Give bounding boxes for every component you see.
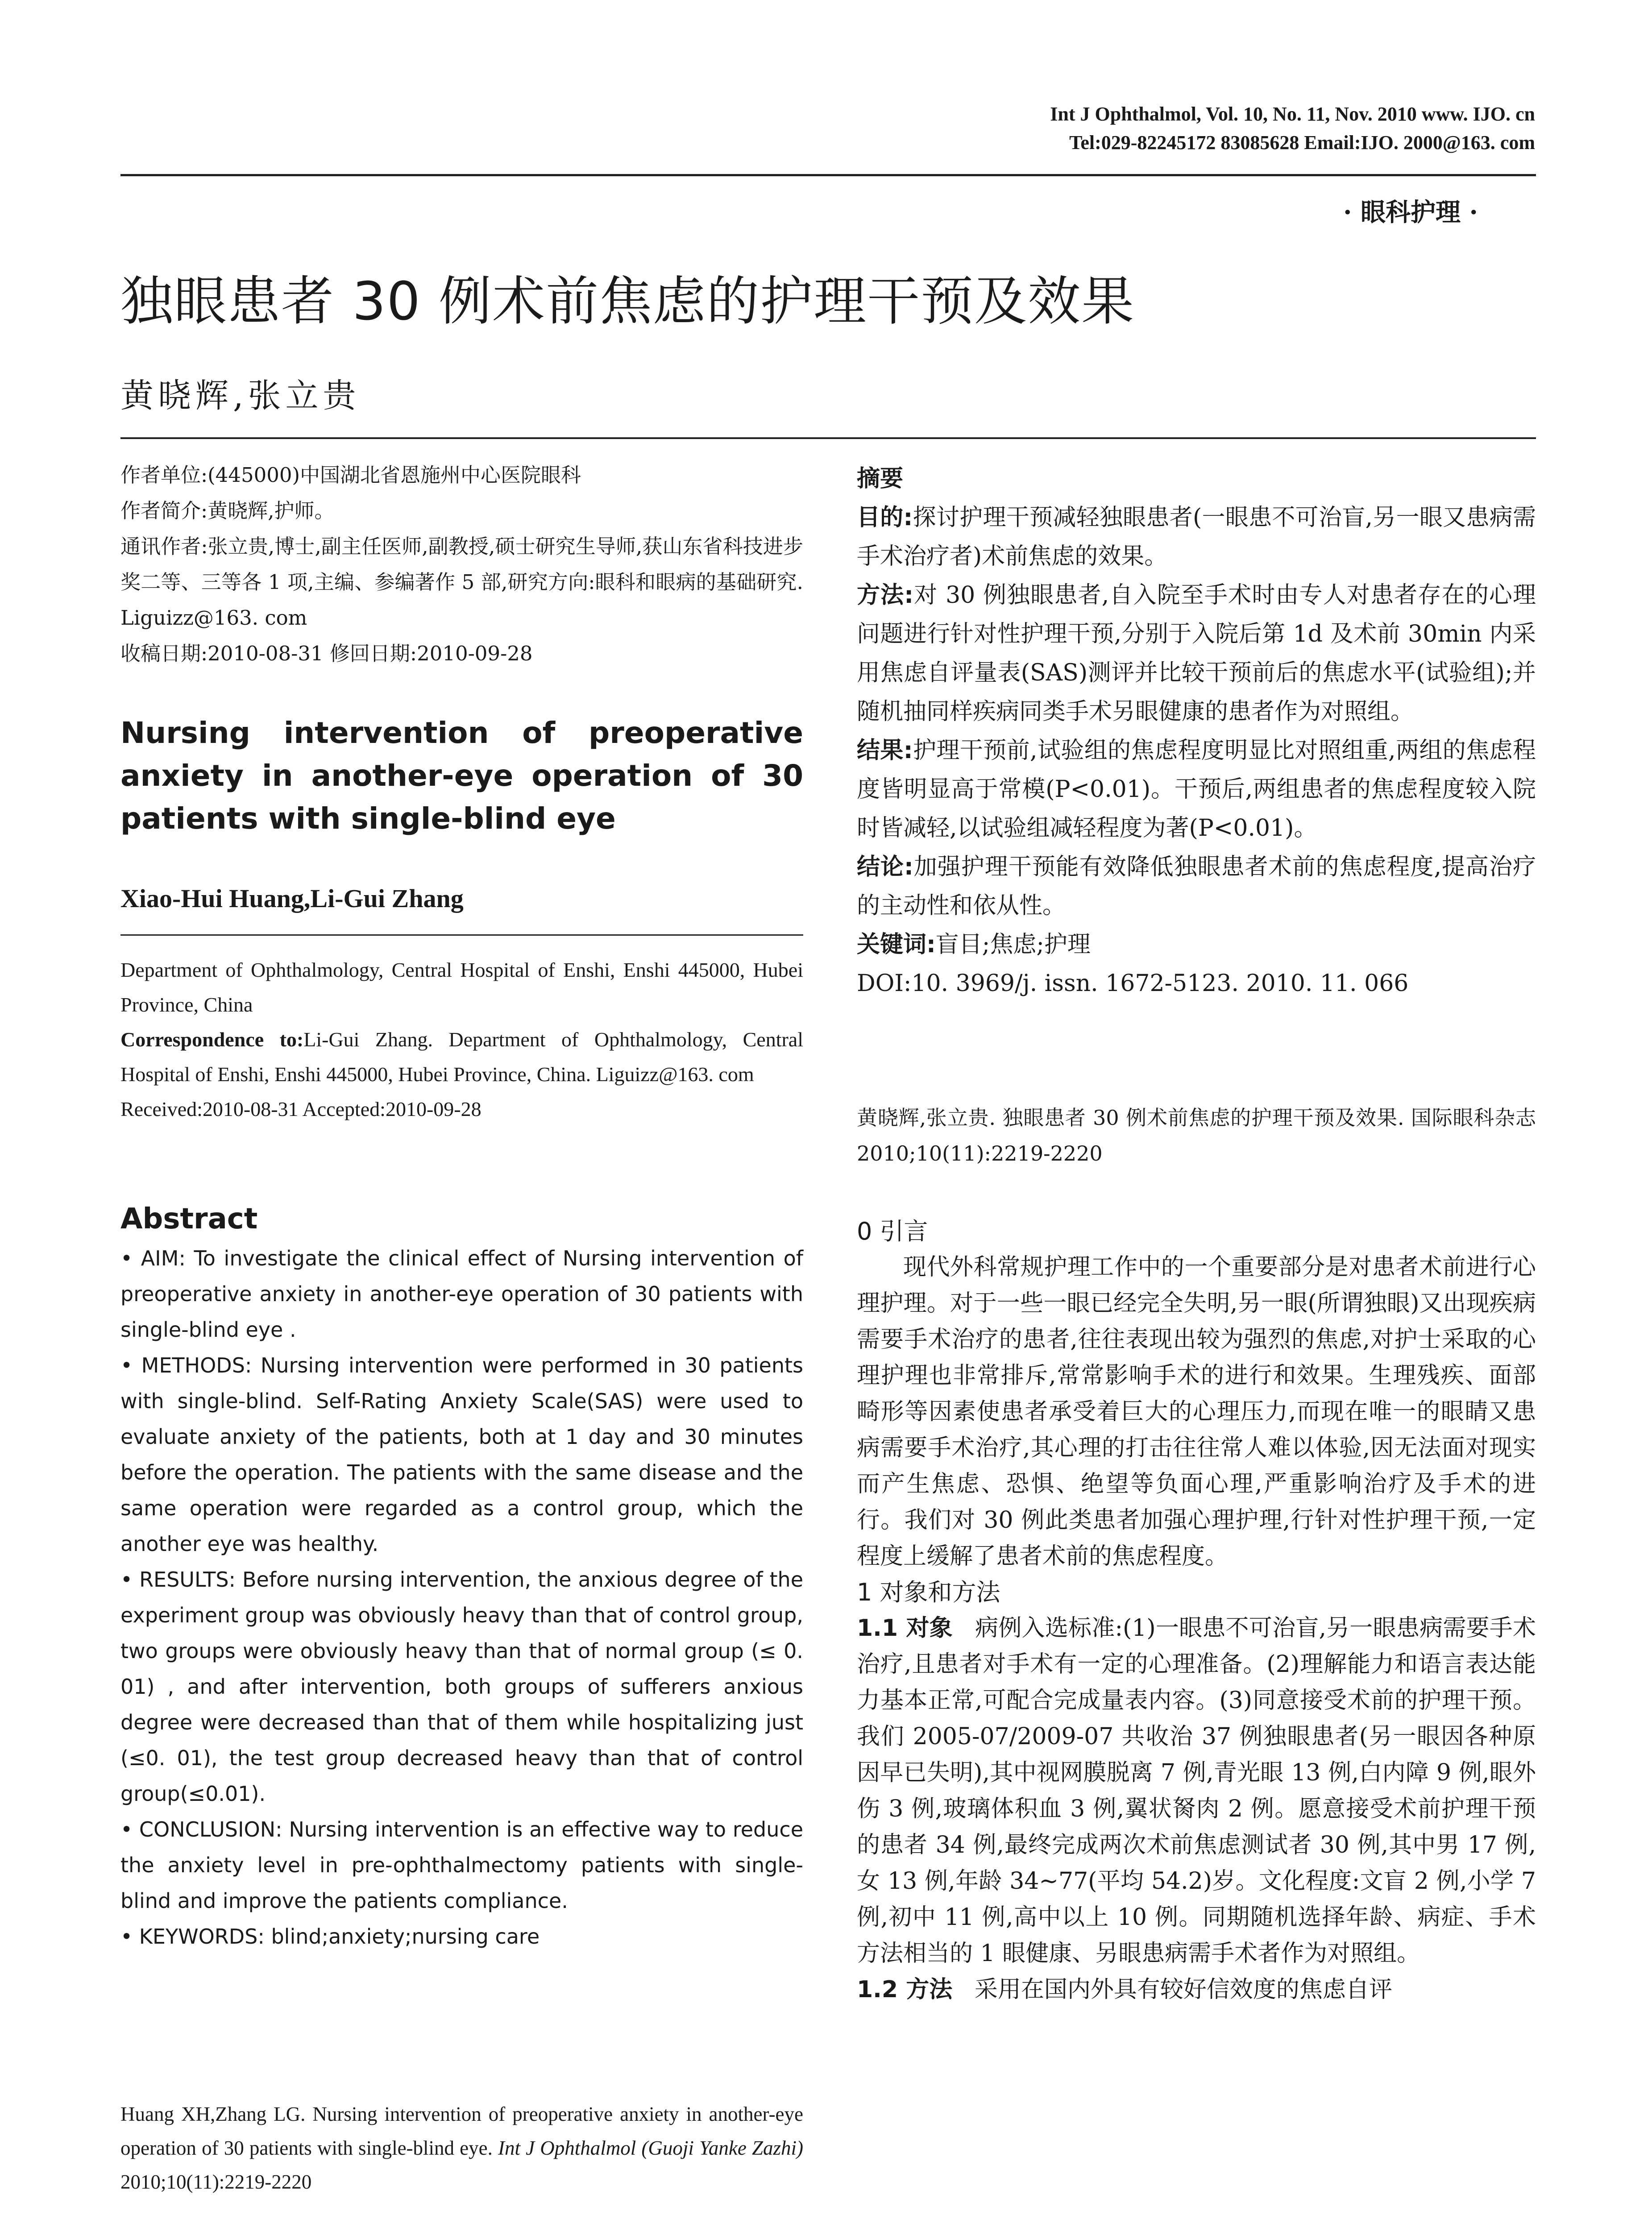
abstract-results: • RESULTS: Before nursing intervention, the anxious degree of the experiment group was obviously heavy than that of control group, two groups were obviously heavy than that of normal group (≤ 0. 01) , and after intervention, both groups of sufferers anxious degree were decreased than that of them while hospitalizing just (≤0. 01), the test group decreased heavy than that of control group(≤0.01). bbox=[120, 1568, 803, 1806]
intro-paragraph: 现代外科常规护理工作中的一个重要部分是对患者术前进行心理护理。对于一些一眼已经完全失明,另一眼(所谓独眼)又出现疾病需要手术治疗的患者,往往表现出较为强烈的焦虑,对护士采取的心理护理也非常排斥,常常影响手术的进行和效果。生理残疾、面部畸形等因素使患者承受着巨大的心理压力,而现在唯一的眼睛又患病需要手术治疗,其心理的打击往往常人难以体验,因无法面对现实而产生焦虑、恐惧、绝望等负面心理,严重影响治疗及手术的进行。我们对 30 例此类患者加强心理护理,行针对性护理干预,一定程度上缓解了患者术前的焦虑程度。 bbox=[857, 1254, 1536, 1570]
chinese-abstract-heading: 摘要 bbox=[857, 465, 904, 492]
section-1-1-text: 病例入选标准:(1)一眼患不可治盲,另一眼患病需要手术治疗,且患者对手术有一定的心理准备。(2)理解能力和语言表达能力基本正常,可配合完成量表内容。(3)同意接受术前的护理干预。我们 2005-07/2009-07 共收治 37 例独眼患者(另一眼因各种原因早已失明),其中视网膜脱离 7 例,青光眼 13 例,白内障 9 例,眼外伤 3 例,玻璃体积血 3 例,翼状胬肉 2 例。愿意接受术前护理干预的患者 34 例,最终完成两次术前焦虑测试者 30 例,其中男 17 例,女 13 例,年龄 34~77(平均 54.2)岁。文化程度:文盲 2 例,小学 7 例,初中 11 例,高中以上 10 例。同期随机选择年龄、病症、手术方法相当的 1 眼健康、另眼患病需手术者作为对照组。 bbox=[857, 1615, 1536, 1967]
cn-abstract-keywords: 关键词:盲目;焦虑;护理 bbox=[857, 931, 1091, 958]
abstract-heading: Abstract bbox=[120, 1203, 258, 1236]
methods-heading: 1 对象和方法 bbox=[857, 1578, 1000, 1606]
section-1-1-label: 1.1 对象 bbox=[857, 1615, 953, 1642]
english-authors: Xiao-Hui Huang,Li-Gui Zhang bbox=[120, 884, 464, 913]
abstract-methods: • METHODS: Nursing intervention were performed in 30 patients with single-blind. Self-Rating Anxiety Scale(SAS) were used to evaluate anxiety of the patients, both at 1 day and 30 minutes before the operation. The patients with the same disease and the same operation were regarded as a control group, which the another eye was healthy. bbox=[120, 1353, 803, 1556]
affiliation-block bbox=[120, 953, 803, 1127]
section-1-1 bbox=[857, 1610, 1536, 1972]
section-tag: · 眼科护理 · bbox=[1343, 198, 1478, 227]
corresponding-author: 通讯作者:张立贵,博士,副主任医师,副教授,硕士研究生导师,获山东省科技进步奖二等、三等各 1 项,主编、参编著作 5 部,研究方向:眼科和眼病的基础研究. Liguizz@163. com bbox=[120, 535, 803, 630]
abstract-conclusion: • CONCLUSION: Nursing intervention is an effective way to reduce the anxiety level in pre-ophthalmectomy patients with single-blind and improve the patients compliance. bbox=[120, 1817, 803, 1913]
author-bio: 作者简介:黄晓辉,护师。 bbox=[120, 499, 335, 523]
correspondence bbox=[120, 1022, 803, 1092]
intro-heading: 0 引言 bbox=[857, 1217, 928, 1245]
title-rule bbox=[120, 437, 1536, 439]
page-title: 独眼患者 30 例术前焦虑的护理干预及效果 bbox=[120, 270, 1135, 332]
citation-cn bbox=[857, 1100, 1536, 1171]
section-1-2-label: 1.2 方法 bbox=[857, 1976, 953, 2003]
citation-en-text: Huang XH,Zhang LG. Nursing intervention of preoperative anxiety in another-eye operation of 30 patients with single-blind eye. bbox=[120, 2103, 803, 2159]
body-text bbox=[857, 1214, 1536, 2008]
author-unit: 作者单位:(445000)中国湖北省恩施州中心医院眼科 bbox=[120, 463, 581, 487]
english-abstract bbox=[120, 1240, 803, 1954]
cn-abstract-aim: 目的:探讨护理干预减轻独眼患者(一眼患不可治盲,另一眼又患病需手术治疗者)术前焦虑的效果。 bbox=[857, 504, 1536, 570]
cn-abstract-methods: 方法:对 30 例独眼患者,自入院至手术时由专人对患者存在的心理问题进行针对性护理干预,分别于入院后第 1d 及术前 30min 内采用焦虑自评量表(SAS)测评并比较干预前后的焦虑水平(试验组);并随机抽同样疾病同类手术另眼健康的患者作为对照组。 bbox=[857, 582, 1536, 725]
journal-line: Int J Ophthalmol, Vol. 10, No. 11, Nov. 2010 www. IJO. cn bbox=[1050, 103, 1535, 125]
received-dates-cn: 收稿日期:2010-08-31 修回日期:2010-09-28 bbox=[120, 642, 533, 665]
author-info bbox=[120, 457, 803, 672]
contact-line: Tel:029-82245172 83085628 Email:IJO. 2000@163. com bbox=[1069, 132, 1535, 153]
english-title: Nursing intervention of preoperative anxiety in another-eye operation of 30 patients with single-blind eye bbox=[120, 716, 803, 836]
received-dates-en: Received:2010-08-31 Accepted:2010-09-28 bbox=[120, 1098, 481, 1120]
chinese-abstract bbox=[857, 460, 1536, 1003]
doi: DOI:10. 3969/j. issn. 1672-5123. 2010. 11. 066 bbox=[857, 970, 1409, 997]
authors-cn: 黄晓辉,张立贵 bbox=[120, 377, 361, 415]
correspondence-text: Li-Gui Zhang. Department of Ophthalmology, Central Hospital of Enshi, Enshi 445000, Hubei Province, China. Liguizz@163. com bbox=[120, 1028, 803, 1086]
citation-en-journal: Int J Ophthalmol (Guoji Yanke Zazhi) bbox=[498, 2137, 803, 2159]
correspondence-label: Correspondence to: bbox=[120, 1028, 304, 1051]
citation-en bbox=[120, 2097, 803, 2199]
cn-abstract-results: 结果:护理干预前,试验组的焦虑程度明显比对照组重,两组的焦虑程度皆明显高于常模(P<0.01)。干预后,两组患者的焦虑程度较入院时皆减轻,以试验组减轻程度为著(P<0.01)。 bbox=[857, 737, 1536, 842]
abstract-aim: • AIM: To investigate the clinical effect of Nursing intervention of preoperative anxiety in another-eye operation of 30 patients with single-blind eye . bbox=[120, 1246, 803, 1342]
section-1-2-text: 采用在国内外具有较好信效度的焦虑自评 bbox=[974, 1976, 1392, 2003]
affiliation-rule bbox=[120, 934, 803, 936]
citation-cn-text: 黄晓辉,张立贵. 独眼患者 30 例术前焦虑的护理干预及效果. 国际眼科杂志 2010;10(11):2219-2220 bbox=[857, 1106, 1536, 1165]
header-rule bbox=[120, 174, 1536, 176]
department: Department of Ophthalmology, Central Hospital of Enshi, Enshi 445000, Hubei Province, China bbox=[120, 958, 803, 1016]
abstract-keywords: • KEYWORDS: blind;anxiety;nursing care bbox=[120, 1924, 540, 1949]
cn-abstract-conclusion: 结论:加强护理干预能有效降低独眼患者术前的焦虑程度,提高治疗的主动性和依从性。 bbox=[857, 854, 1536, 919]
citation-en-tail: 2010;10(11):2219-2220 bbox=[120, 2171, 312, 2193]
section-1-2 bbox=[857, 1972, 1536, 2008]
